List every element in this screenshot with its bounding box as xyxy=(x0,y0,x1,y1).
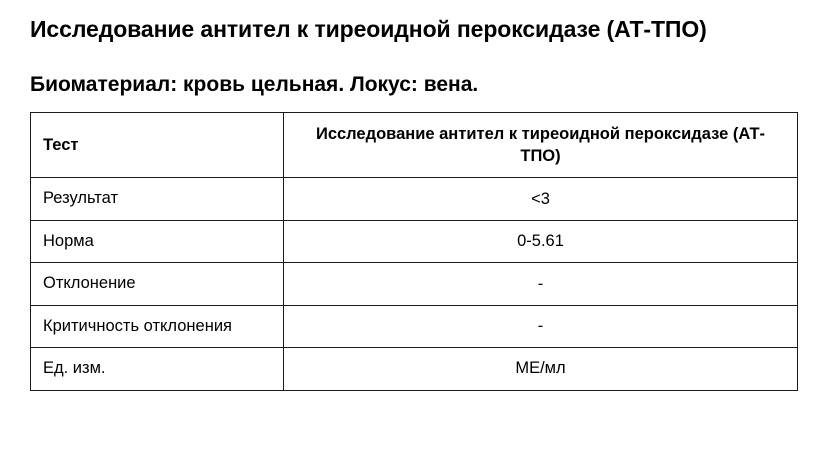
biomaterial-line: Биоматериал: кровь цельная. Локус: вена. xyxy=(30,72,479,96)
row-value-deviation-criticality: - xyxy=(284,305,798,347)
table-row xyxy=(31,305,798,347)
page-title: Исследование антител к тиреоидной пероксидазе (АТ-ТПО) xyxy=(30,16,707,42)
table-header-test: Тест xyxy=(31,112,284,178)
table-row xyxy=(31,178,798,220)
table-row xyxy=(31,263,798,305)
table-row xyxy=(31,220,798,262)
row-value-units: МЕ/мл xyxy=(284,348,798,390)
row-label-norm: Норма xyxy=(31,220,284,262)
row-value-result: <3 xyxy=(284,178,798,220)
row-label-deviation-criticality: Критичность отклонения xyxy=(31,305,284,347)
row-value-norm: 0-5.61 xyxy=(284,220,798,262)
table-row xyxy=(31,348,798,390)
table-header-row xyxy=(31,112,798,178)
table-header-analysis: Исследование антител к тиреоидной пероксидазе (АТ-ТПО) xyxy=(284,112,798,178)
row-label-result: Результат xyxy=(31,178,284,220)
row-value-deviation: - xyxy=(284,263,798,305)
row-label-deviation: Отклонение xyxy=(31,263,284,305)
row-label-units: Ед. изм. xyxy=(31,348,284,390)
result-table xyxy=(30,112,798,391)
